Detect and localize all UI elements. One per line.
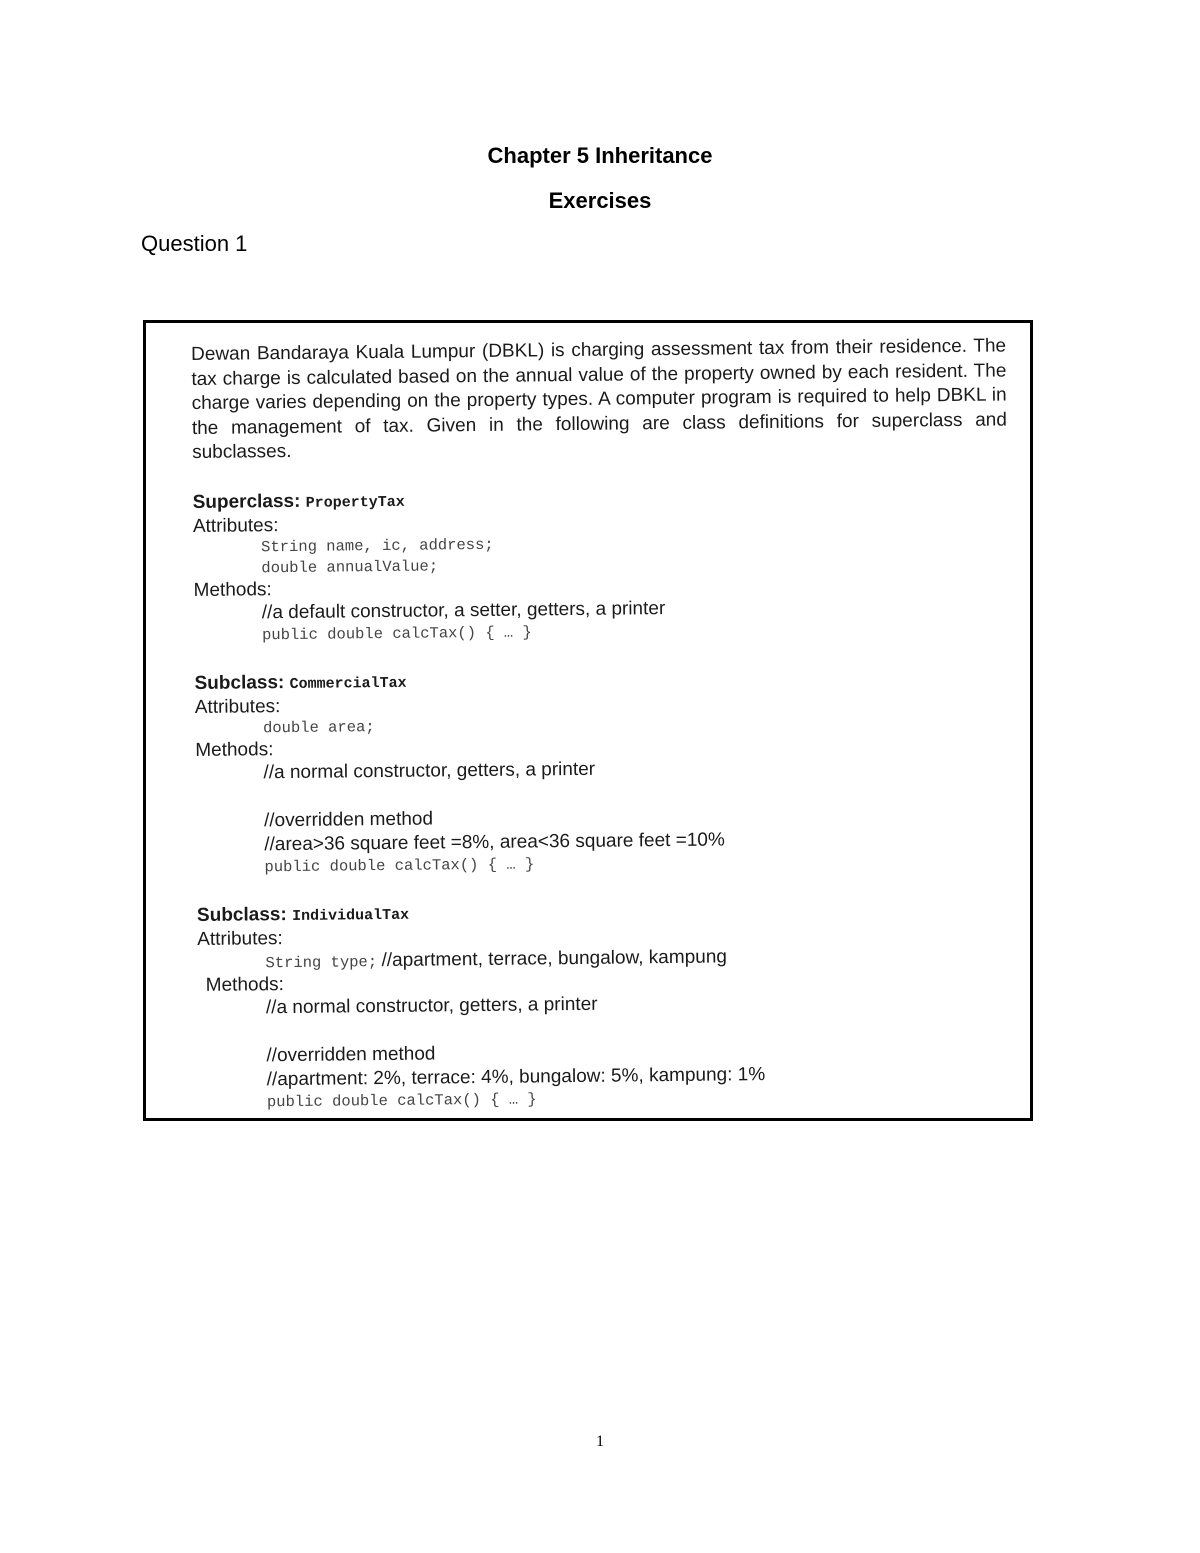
commercial-subclass-section <box>194 663 1011 879</box>
question-label: Question 1 <box>141 231 248 256</box>
superclass-method-code: public double calcTax() { … } <box>261 622 532 644</box>
individual-method-code: public double calcTax() { … } <box>266 1089 537 1111</box>
individual-attribute-comment: //apartment, terrace, bungalow, kampung <box>381 945 728 971</box>
commercial-attribute: double area; <box>262 717 375 737</box>
commercial-override-comment: //overridden method <box>263 807 434 831</box>
commercial-rule-comment: //area>36 square feet =8%, area<36 square feet =10% <box>264 828 725 855</box>
superclass-attribute-2: double annualValue; <box>261 556 439 577</box>
superclass-attributes-label: Attributes: <box>192 514 279 537</box>
superclass-attribute-1: String name, ic, address; <box>261 535 494 556</box>
question-box <box>143 320 1033 1121</box>
scanned-question-content <box>191 334 1014 1113</box>
superclass-methods-label: Methods: <box>193 578 272 601</box>
commercial-subclass-kind: Subclass: <box>194 671 285 694</box>
individual-subclass-kind: Subclass: <box>196 903 287 926</box>
superclass-kind: Superclass: <box>192 490 301 513</box>
individual-methods-label: Methods: <box>205 973 284 996</box>
superclass-section <box>193 482 1010 647</box>
commercial-method-comment: //a normal constructor, getters, a printer <box>263 758 596 783</box>
individual-method-comment: //a normal constructor, getters, a printer <box>265 993 598 1018</box>
page-number: 1 <box>596 1433 604 1450</box>
individual-rule-comment: //apartment: 2%, terrace: 4%, bungalow: 5%, kampung: 1% <box>266 1063 766 1090</box>
individual-subclass-name: IndividualTax <box>291 906 410 925</box>
commercial-methods-label: Methods: <box>195 738 274 761</box>
individual-attribute-code: String type; <box>265 952 378 972</box>
page-title: Chapter 5 Inheritance <box>487 143 713 168</box>
individual-override-comment: //overridden method <box>266 1042 436 1066</box>
individual-subclass-section <box>197 895 1014 1114</box>
superclass-name: PropertyTax <box>305 493 405 512</box>
commercial-attributes-label: Attributes: <box>194 695 281 718</box>
page-subtitle: Exercises <box>548 188 652 213</box>
commercial-subclass-name: CommercialTax <box>289 674 407 693</box>
question-intro: Dewan Bandaraya Kuala Lumpur (DBKL) is charging assessment tax from their residence. The tax charge is calculated based on the annual value of the property owned by each resident. The charge varies depending on the property types. A computer program is required to help DBKL in the management of tax. Given in the following are class definitions for superclass and subclasses. <box>191 335 1007 463</box>
superclass-method-comment: //a default constructor, a setter, getters, a printer <box>261 597 666 623</box>
commercial-method-code: public double calcTax() { … } <box>264 854 535 876</box>
individual-attributes-label: Attributes: <box>197 927 283 950</box>
